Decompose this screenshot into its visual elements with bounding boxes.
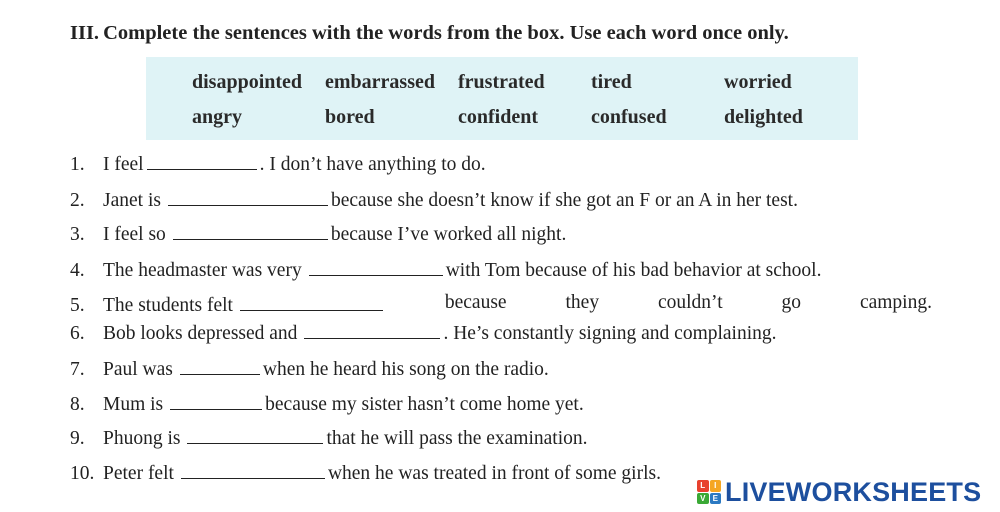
- liveworksheets-logo[interactable]: [697, 475, 981, 509]
- sentence-text-after: that he will pass the examination.: [326, 428, 588, 449]
- answer-blank-4[interactable]: [309, 257, 443, 276]
- answer-blank-5[interactable]: [240, 292, 383, 311]
- word-box-item: confident: [458, 106, 538, 128]
- sentence-text-before: Paul was: [103, 359, 173, 380]
- sentence-number: 4.: [70, 260, 85, 281]
- sentence-5-start: [70, 292, 386, 317]
- sentence-number: 9.: [70, 428, 85, 449]
- logo-badge-letter: L: [697, 480, 709, 492]
- sentence-text-before: I feel so: [103, 224, 166, 245]
- sentence-7: [70, 356, 549, 381]
- logo-badge-letter: V: [697, 493, 709, 505]
- answer-blank-6[interactable]: [304, 320, 440, 339]
- sentence-word: they: [565, 292, 600, 313]
- sentence-text-after: because my sister hasn’t come home yet.: [265, 394, 584, 415]
- sentence-number: 8.: [70, 394, 85, 415]
- sentence-number: 2.: [70, 190, 85, 211]
- sentence-number: 6.: [70, 323, 85, 344]
- sentence-word: because: [444, 292, 507, 313]
- answer-blank-1[interactable]: [147, 151, 257, 170]
- sentence-5: [70, 292, 932, 317]
- logo-badge-letter: E: [710, 493, 722, 505]
- sentence-number: 3.: [70, 224, 85, 245]
- sentence-9: [70, 425, 588, 450]
- sentence-text-before: The students felt: [103, 295, 233, 316]
- answer-blank-7[interactable]: [180, 356, 260, 375]
- logo-text: LIVEWORKSHEETS: [725, 476, 982, 507]
- sentence-text-after: with Tom because of his bad behavior at school.: [445, 260, 822, 281]
- exercise-instruction: Complete the sentences with the words from the box. Use each word once only.: [103, 22, 789, 44]
- sentence-2: [70, 187, 798, 212]
- word-box-item: disappointed: [192, 71, 303, 93]
- word-box-item: angry: [192, 106, 242, 128]
- word-box-item: delighted: [724, 106, 803, 128]
- sentence-text-after: because I’ve worked all night.: [330, 224, 567, 245]
- sentence-text-after: when he was treated in front of some girls.: [327, 463, 661, 484]
- sentence-word: go: [781, 292, 802, 313]
- sentence-text-before: Bob looks depressed and: [103, 323, 298, 344]
- sentence-1: [70, 151, 486, 176]
- word-box-item: embarrassed: [325, 71, 435, 93]
- sentence-text-before: Mum is: [103, 394, 164, 415]
- sentence-text-before: Janet is: [103, 190, 161, 211]
- word-box: [146, 57, 858, 140]
- sentence-text-before: The headmaster was very: [103, 260, 302, 281]
- sentence-text-after: when he heard his song on the radio.: [262, 359, 549, 380]
- sentence-number: 5.: [70, 295, 85, 316]
- sentence-word: couldn’t: [657, 292, 723, 313]
- answer-blank-8[interactable]: [170, 391, 262, 410]
- sentence-3: [70, 221, 566, 246]
- logo-badge-icon: [697, 480, 721, 504]
- sentence-word: camping.: [859, 292, 932, 313]
- exercise-title: [70, 22, 789, 45]
- sentence-4: [70, 257, 821, 282]
- logo-badge-letter: I: [710, 480, 722, 492]
- sentence-number: 1.: [70, 154, 85, 175]
- word-box-item: confused: [591, 106, 667, 128]
- word-box-item: frustrated: [458, 71, 545, 93]
- sentence-text-after: because she doesn’t know if she got an F or an A in her test.: [330, 190, 798, 211]
- sentence-6: [70, 320, 777, 345]
- sentence-text-before: Phuong is: [103, 428, 181, 449]
- sentence-number: 10.: [70, 463, 95, 484]
- word-box-item: worried: [724, 71, 792, 93]
- answer-blank-10[interactable]: [181, 460, 325, 479]
- exercise-number: III.: [70, 22, 100, 44]
- word-box-item: bored: [325, 106, 375, 128]
- answer-blank-3[interactable]: [173, 221, 328, 240]
- sentence-10: [70, 460, 661, 485]
- sentence-8: [70, 391, 584, 416]
- answer-blank-2[interactable]: [168, 187, 328, 206]
- sentence-text-before: Peter felt: [103, 463, 174, 484]
- sentence-text-after: . He’s constantly signing and complaining.: [443, 323, 777, 344]
- sentence-text-before: I feel: [103, 154, 144, 175]
- word-box-item: tired: [591, 71, 632, 93]
- sentence-number: 7.: [70, 359, 85, 380]
- answer-blank-9[interactable]: [187, 425, 323, 444]
- sentence-text-after: . I don’t have anything to do.: [259, 154, 486, 175]
